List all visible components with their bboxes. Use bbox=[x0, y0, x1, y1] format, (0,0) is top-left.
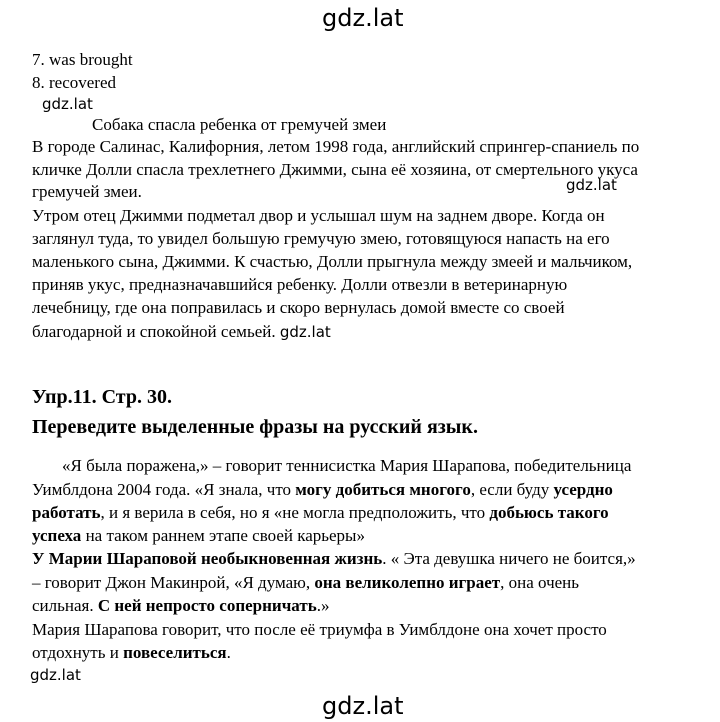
text-run: , и я верила в себя, но я «не могла предположить, что bbox=[100, 503, 490, 522]
highlight-phrase-7: повеселиться bbox=[123, 643, 227, 662]
exercise-line-2 bbox=[32, 480, 613, 500]
highlight-phrase-4: У Марии Шараповой необыкновенная жизнь bbox=[32, 549, 383, 568]
watermark-top: gdz.lat bbox=[322, 4, 404, 32]
story-p2-line-1: Утром отец Джимми подметал двор и услышал шум на заднем дворе. Когда он bbox=[32, 206, 605, 225]
watermark-inline-2: gdz.lat bbox=[566, 176, 617, 194]
highlight-phrase-6: С ней непросто соперничать bbox=[97, 596, 317, 615]
highlight-phrase-5: она великолепно играет bbox=[314, 573, 501, 592]
highlight-phrase-3b: успеха bbox=[32, 526, 82, 545]
text-run: сильная. bbox=[32, 596, 98, 615]
highlight-phrase-2a: усердно bbox=[553, 480, 613, 499]
exercise-line-9 bbox=[32, 643, 231, 663]
story-p2-line-5: лечебницу, где она поправилась и скоро вернулась домой вместе со своей bbox=[32, 298, 565, 317]
exercise-line-6 bbox=[32, 573, 579, 593]
watermark-inline-1: gdz.lat bbox=[42, 95, 93, 113]
story-p2-line-2: заглянул туда, то увидел большую гремучую змею, готовящуюся напасть на его bbox=[32, 229, 610, 248]
text-run: отдохнуть и bbox=[32, 643, 124, 662]
highlight-phrase-2b: работать bbox=[32, 503, 101, 522]
exercise-line-3 bbox=[32, 503, 609, 523]
exercise-task: Переведите выделенные фразы на русский язык. bbox=[32, 416, 478, 438]
story-p2-line-3: маленького сына, Джимми. К счастью, Долли прыгнула между змеей и мальчиком, bbox=[32, 252, 633, 271]
exercise-heading: Упр.11. Стр. 30. bbox=[32, 386, 172, 408]
answer-item-7: 7. was brought bbox=[32, 50, 133, 69]
story-p1-line-2: кличке Долли спасла трехлетнего Джимми, сына её хозяина, от смертельного укуса bbox=[32, 160, 638, 179]
story-p1-line-1: В городе Салинас, Калифорния, летом 1998 года, английский спрингер-спаниель по bbox=[32, 137, 640, 156]
text-run: Уимблдона 2004 года. «Я знала, что bbox=[32, 480, 296, 499]
answer-item-8: 8. recovered bbox=[32, 73, 117, 92]
text-run: на таком раннем этапе своей карьеры» bbox=[81, 526, 365, 545]
text-run: – говорит Джон Макинрой, «Я думаю, bbox=[32, 573, 315, 592]
story-title: Собака спасла ребенка от гремучей змеи bbox=[92, 115, 387, 134]
watermark-inline-4: gdz.lat bbox=[30, 666, 81, 684]
exercise-line-7 bbox=[32, 596, 329, 616]
text-run: , она очень bbox=[500, 573, 580, 592]
highlight-phrase-1: могу добиться многого bbox=[295, 480, 471, 499]
text-run: . bbox=[226, 643, 231, 662]
text-run: , если буду bbox=[470, 480, 554, 499]
text-run: . « Эта девушка ничего не боится,» bbox=[382, 549, 636, 568]
highlight-phrase-3a: добьюсь такого bbox=[489, 503, 609, 522]
exercise-line-8: Мария Шарапова говорит, что после её триумфа в Уимблдоне она хочет просто bbox=[32, 620, 607, 639]
story-p1-line-3: гремучей змеи. bbox=[32, 182, 142, 201]
text-run: .» bbox=[316, 596, 330, 615]
watermark-inline-3: gdz.lat bbox=[279, 323, 331, 341]
exercise-line-5 bbox=[32, 549, 636, 569]
watermark-bottom: gdz.lat bbox=[322, 692, 404, 720]
story-p2-line-4: приняв укус, предназначавшийся ребенку. Долли отвезли в ветеринарную bbox=[32, 275, 568, 294]
exercise-line-4 bbox=[32, 526, 365, 546]
story-p2-line-6-text: благодарной и спокойной семьей. bbox=[32, 322, 276, 341]
exercise-line-1: «Я была поражена,» – говорит теннисистка Мария Шарапова, победительница bbox=[62, 456, 632, 475]
story-p2-line-6 bbox=[32, 322, 331, 342]
